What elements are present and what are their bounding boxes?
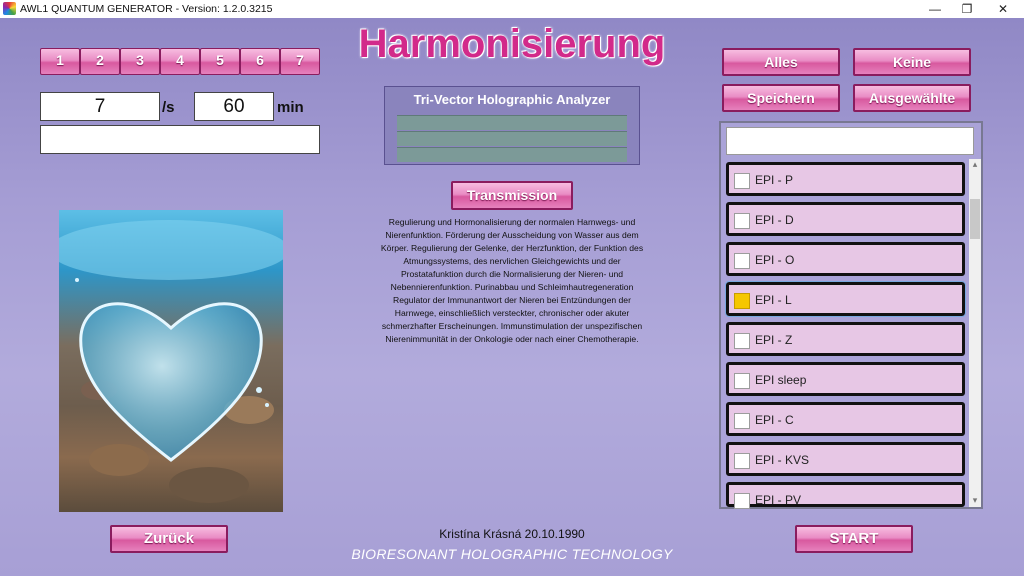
list-item-label: EPI - Z <box>755 333 793 347</box>
list-item[interactable] <box>726 362 965 396</box>
alles-button[interactable]: Alles <box>722 48 840 76</box>
list-item-label: EPI - O <box>755 253 795 267</box>
list-item-label: EPI - KVS <box>755 453 810 467</box>
number-button-6[interactable]: 6 <box>240 48 280 75</box>
duration-unit: min <box>277 99 304 116</box>
checkbox[interactable] <box>734 213 750 229</box>
checkbox[interactable] <box>734 373 750 389</box>
analyzer-panel <box>384 86 640 165</box>
duration-input[interactable]: 60 <box>194 92 274 121</box>
checkbox[interactable] <box>734 413 750 429</box>
analyzer-bar-3 <box>397 147 627 162</box>
start-button[interactable]: START <box>795 525 913 553</box>
minimize-button[interactable]: — <box>929 2 941 16</box>
user-info: Kristína Krásná 20.10.1990 <box>439 527 585 541</box>
list-item[interactable] <box>726 482 965 507</box>
list-item-label: EPI - D <box>755 213 794 227</box>
scroll-up-icon[interactable]: ▴ <box>972 159 978 169</box>
text-field[interactable] <box>40 125 320 154</box>
heart-water-image <box>59 210 283 512</box>
scroll-down-icon[interactable]: ▾ <box>972 495 978 505</box>
analyzer-bar-1 <box>397 115 627 130</box>
list-item-label: EPI - C <box>755 413 794 427</box>
app-icon <box>3 2 16 15</box>
number-button-3[interactable]: 3 <box>120 48 160 75</box>
list-item[interactable] <box>726 242 965 276</box>
number-button-5[interactable]: 5 <box>200 48 240 75</box>
list-item-label: EPI - P <box>755 173 794 187</box>
speichern-button[interactable]: Speichern <box>722 84 840 112</box>
number-button-2[interactable]: 2 <box>80 48 120 75</box>
list-item[interactable] <box>726 162 965 196</box>
list-item[interactable] <box>726 402 965 436</box>
back-button[interactable]: Zurück <box>110 525 228 553</box>
frequency-unit: /s <box>162 99 175 116</box>
checkbox[interactable] <box>734 333 750 349</box>
window-title: AWL1 QUANTUM GENERATOR - Version: 1.2.0.3215 <box>20 3 273 15</box>
checkbox[interactable] <box>734 173 750 189</box>
list-item-label: EPI sleep <box>755 373 807 387</box>
transmission-button[interactable]: Transmission <box>451 181 573 210</box>
water-heart-icon <box>59 210 283 512</box>
description-text: Regulierung und Hormonalisierung der normalen Harnwegs- und Nierenfunktion. Förderung der Ausscheidung von Wasser aus dem Körper. Regulierung der Gelenke, der Herzfunktion, der Funktion des Atmungssystems, des nervlichen Gleichgewichts und der Prostatafunktion durch die Normalisierung der Nieren- und Nebennierenfunktion. Purinabbau und Schleimhautregeneration Regulator der Immunantwort der Nieren bei Entzündungen der Harnwege, einschließlich versteckter, chronischer oder akuter schmerzhafter Erscheinungen. Immunstimulation der unspezifischen Nierenimmunität in der Onkologie oder nach einer Chemotherapie. <box>380 217 644 344</box>
list-item-label: EPI - PV <box>755 493 802 507</box>
ausgewaehlte-button[interactable]: Ausgewählte <box>853 84 971 112</box>
checkbox-checked[interactable] <box>734 293 750 309</box>
analyzer-title: Tri-Vector Holographic Analyzer <box>413 92 611 107</box>
list-item[interactable] <box>726 322 965 356</box>
program-list-panel <box>719 121 983 509</box>
list-item-selected[interactable] <box>726 282 965 316</box>
scroll-thumb[interactable] <box>970 199 980 239</box>
maximize-button[interactable]: ❐ <box>961 2 973 16</box>
list-item-label: EPI - L <box>755 293 792 307</box>
tagline: BIORESONANT HOLOGRAPHIC TECHNOLOGY <box>351 546 673 562</box>
list-scrollbar[interactable] <box>969 159 981 507</box>
checkbox[interactable] <box>734 493 750 509</box>
keine-button[interactable]: Keine <box>853 48 971 76</box>
analyzer-bar-2 <box>397 131 627 146</box>
list-item[interactable] <box>726 202 965 236</box>
number-button-7[interactable]: 7 <box>280 48 320 75</box>
number-button-4[interactable]: 4 <box>160 48 200 75</box>
frequency-input[interactable]: 7 <box>40 92 160 121</box>
page-title: Harmonisierung <box>358 22 666 66</box>
list-item[interactable] <box>726 442 965 476</box>
checkbox[interactable] <box>734 253 750 269</box>
number-button-1[interactable]: 1 <box>40 48 80 75</box>
checkbox[interactable] <box>734 453 750 469</box>
close-button[interactable]: ✕ <box>997 2 1009 16</box>
list-search-input[interactable] <box>726 127 974 155</box>
